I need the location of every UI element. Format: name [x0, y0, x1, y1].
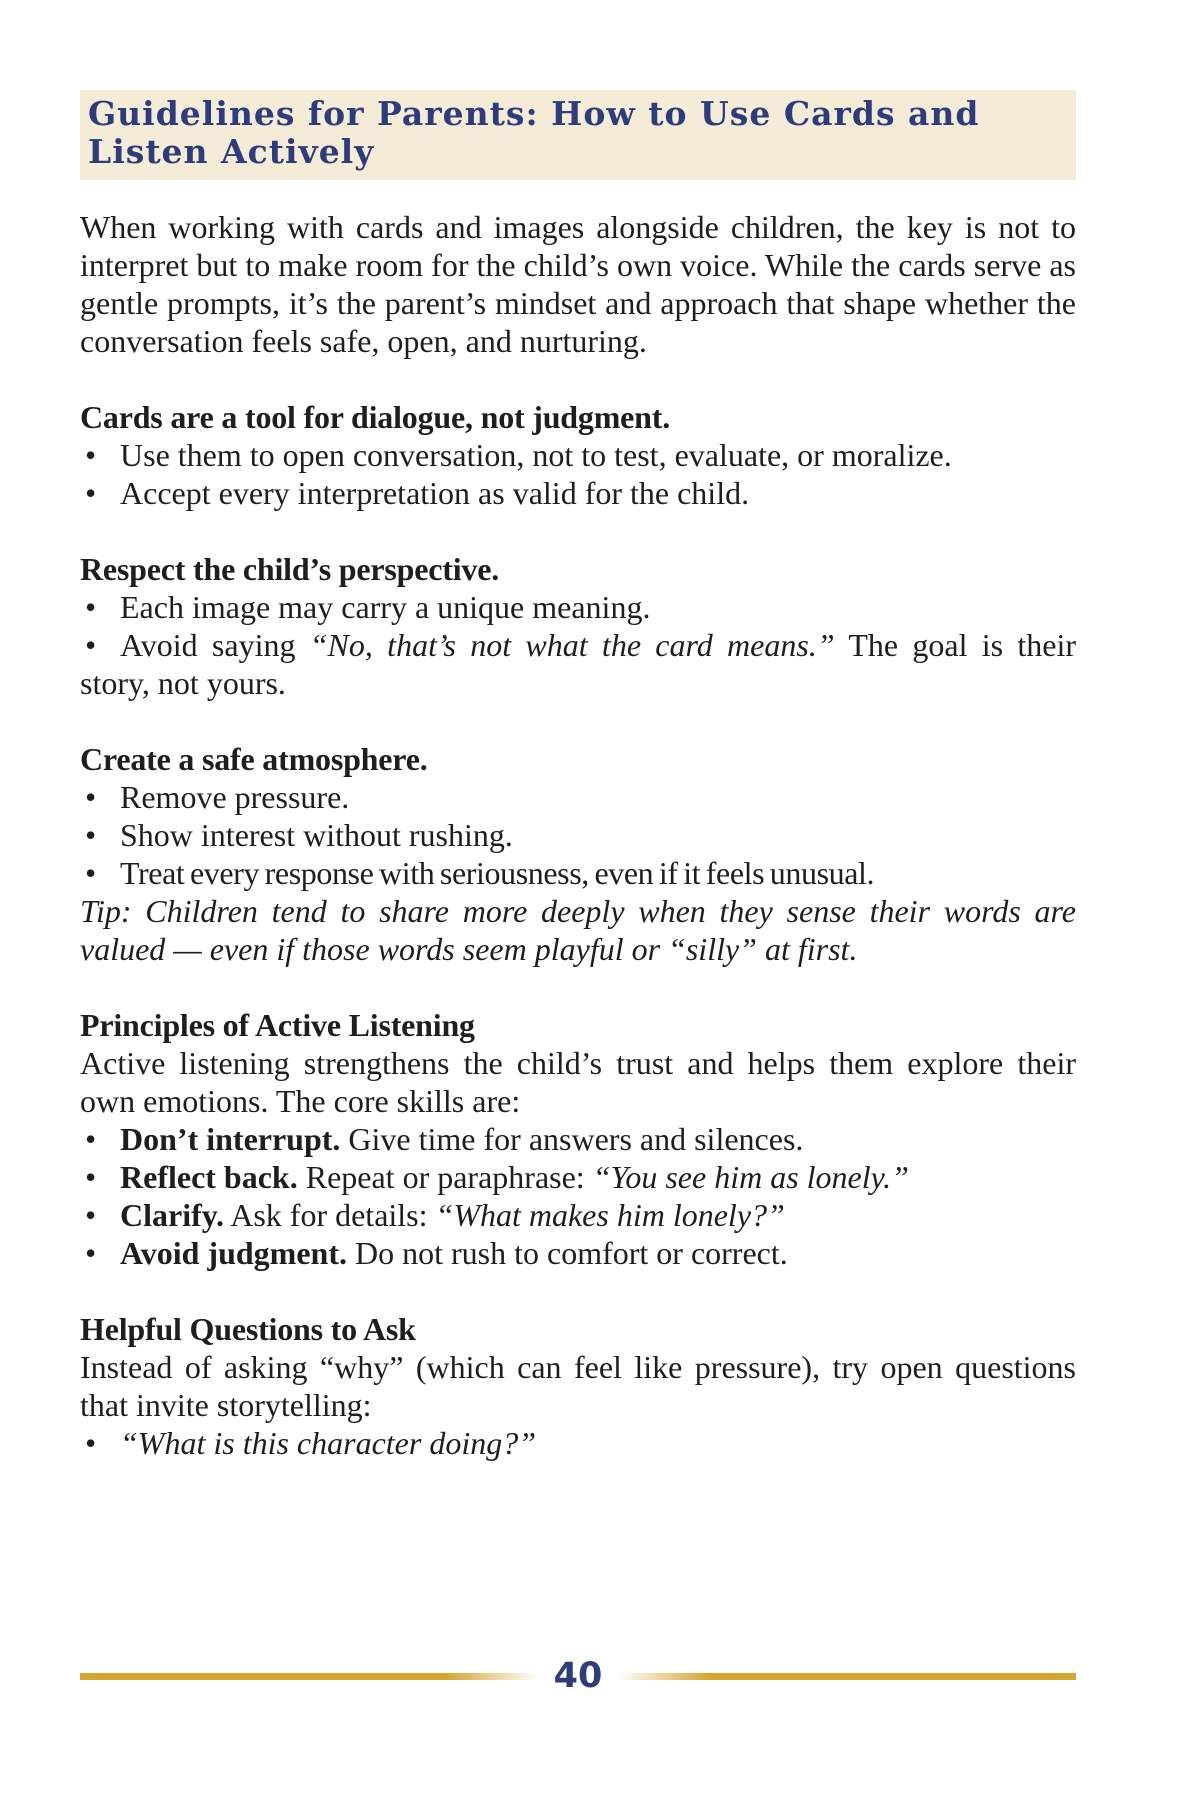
bullet-icon: • — [85, 437, 97, 473]
bullet-icon: • — [85, 779, 97, 815]
page-title-band — [80, 90, 1076, 180]
bullet-icon: • — [85, 817, 97, 853]
page-number: 40 — [553, 1656, 603, 1696]
page-title: Guidelines for Parents: How to Use Cards and Listen Actively — [88, 94, 980, 171]
bullet-icon: • — [85, 1235, 97, 1271]
section-heading: Helpful Questions to Ask — [80, 1311, 416, 1347]
section-dialogue — [80, 398, 1076, 512]
list-item — [80, 1196, 1076, 1234]
section-heading: Cards are a tool for dialogue, not judgment. — [80, 399, 671, 435]
list-item-text: Avoid saying — [120, 627, 310, 663]
section-active-listening — [80, 1006, 1076, 1272]
list-item-lead: Clarify. — [120, 1197, 224, 1233]
bullet-icon: • — [85, 1197, 97, 1233]
bullet-icon: • — [85, 475, 97, 511]
list-item — [80, 436, 1076, 474]
list-item — [80, 1158, 1076, 1196]
list-item-text: Do not rush to comfort or correct. — [346, 1235, 788, 1271]
list-item — [80, 778, 1076, 816]
quote-text: “What is this character doing?” — [120, 1425, 537, 1461]
bullet-icon: • — [85, 1121, 97, 1157]
bullet-icon: • — [85, 1159, 97, 1195]
quote-text: “What makes him lonely?” — [435, 1197, 785, 1233]
footer-rule-right — [618, 1673, 1076, 1680]
list-item-lead: Reflect back. — [120, 1159, 298, 1195]
list-item-text: Repeat or paraphrase: — [297, 1159, 593, 1195]
section-lead: Instead of asking “why” (which can feel like pressure), try open questions that invite storytelling: — [80, 1349, 1076, 1423]
footer-rule-left — [80, 1673, 538, 1680]
page-content — [80, 90, 1076, 1462]
list-item-text: Remove pressure. — [120, 779, 350, 815]
bullet-icon: • — [85, 855, 96, 891]
list-item-text: Each image may carry a unique meaning. — [120, 589, 651, 625]
list-item-lead: Don’t interrupt. — [120, 1121, 341, 1157]
list-item — [80, 1424, 1076, 1462]
list-item — [80, 626, 1076, 702]
tip-paragraph: Tip: Children tend to share more deeply when they sense their words are valued — even if those words seem playful or “silly” at first. — [80, 893, 1076, 967]
list-item-text: Ask for details: — [223, 1197, 436, 1233]
list-item — [80, 1234, 1076, 1272]
list-item-text: Treat every response with seriousness, even if it feels unusual. — [120, 855, 875, 891]
intro-paragraph: When working with cards and images alongside children, the key is not to interpret but to make room for the child’s own voice. While the cards serve as gentle prompts, it’s the parent’s mindset and approach that shape whether the conversation feels safe, open, and nurturing. — [80, 209, 1076, 359]
list-item — [80, 474, 1076, 512]
list-item — [80, 588, 1076, 626]
quote-text: “You see him as lonely.” — [592, 1159, 909, 1195]
list-item-text: Accept every interpretation as valid for the child. — [120, 475, 750, 511]
list-item-text: Show interest without rushing. — [120, 817, 513, 853]
section-lead: Active listening strengthens the child’s trust and helps them explore their own emotions. The core skills are: — [80, 1045, 1076, 1119]
section-heading: Create a safe atmosphere. — [80, 741, 428, 777]
page-footer — [80, 1656, 1076, 1696]
section-atmosphere — [80, 740, 1076, 968]
list-item-text: Give time for answers and silences. — [340, 1121, 804, 1157]
list-item — [80, 854, 1076, 892]
list-item-lead: Avoid judgment. — [120, 1235, 347, 1271]
quote-text: “No, that’s not what the card means.” — [309, 627, 835, 663]
list-item-text: The goal is their story, not yours. — [80, 627, 1077, 701]
list-item — [80, 1120, 1076, 1158]
section-heading: Respect the child’s perspective. — [80, 551, 499, 587]
list-item-text: Use them to open conversation, not to test, evaluate, or moralize. — [120, 437, 952, 473]
section-heading: Principles of Active Listening — [80, 1007, 475, 1043]
bullet-icon: • — [85, 627, 97, 663]
section-perspective — [80, 550, 1076, 702]
list-item — [80, 816, 1076, 854]
bullet-icon: • — [85, 589, 97, 625]
bullet-icon: • — [85, 1425, 97, 1461]
section-helpful-questions — [80, 1310, 1076, 1462]
